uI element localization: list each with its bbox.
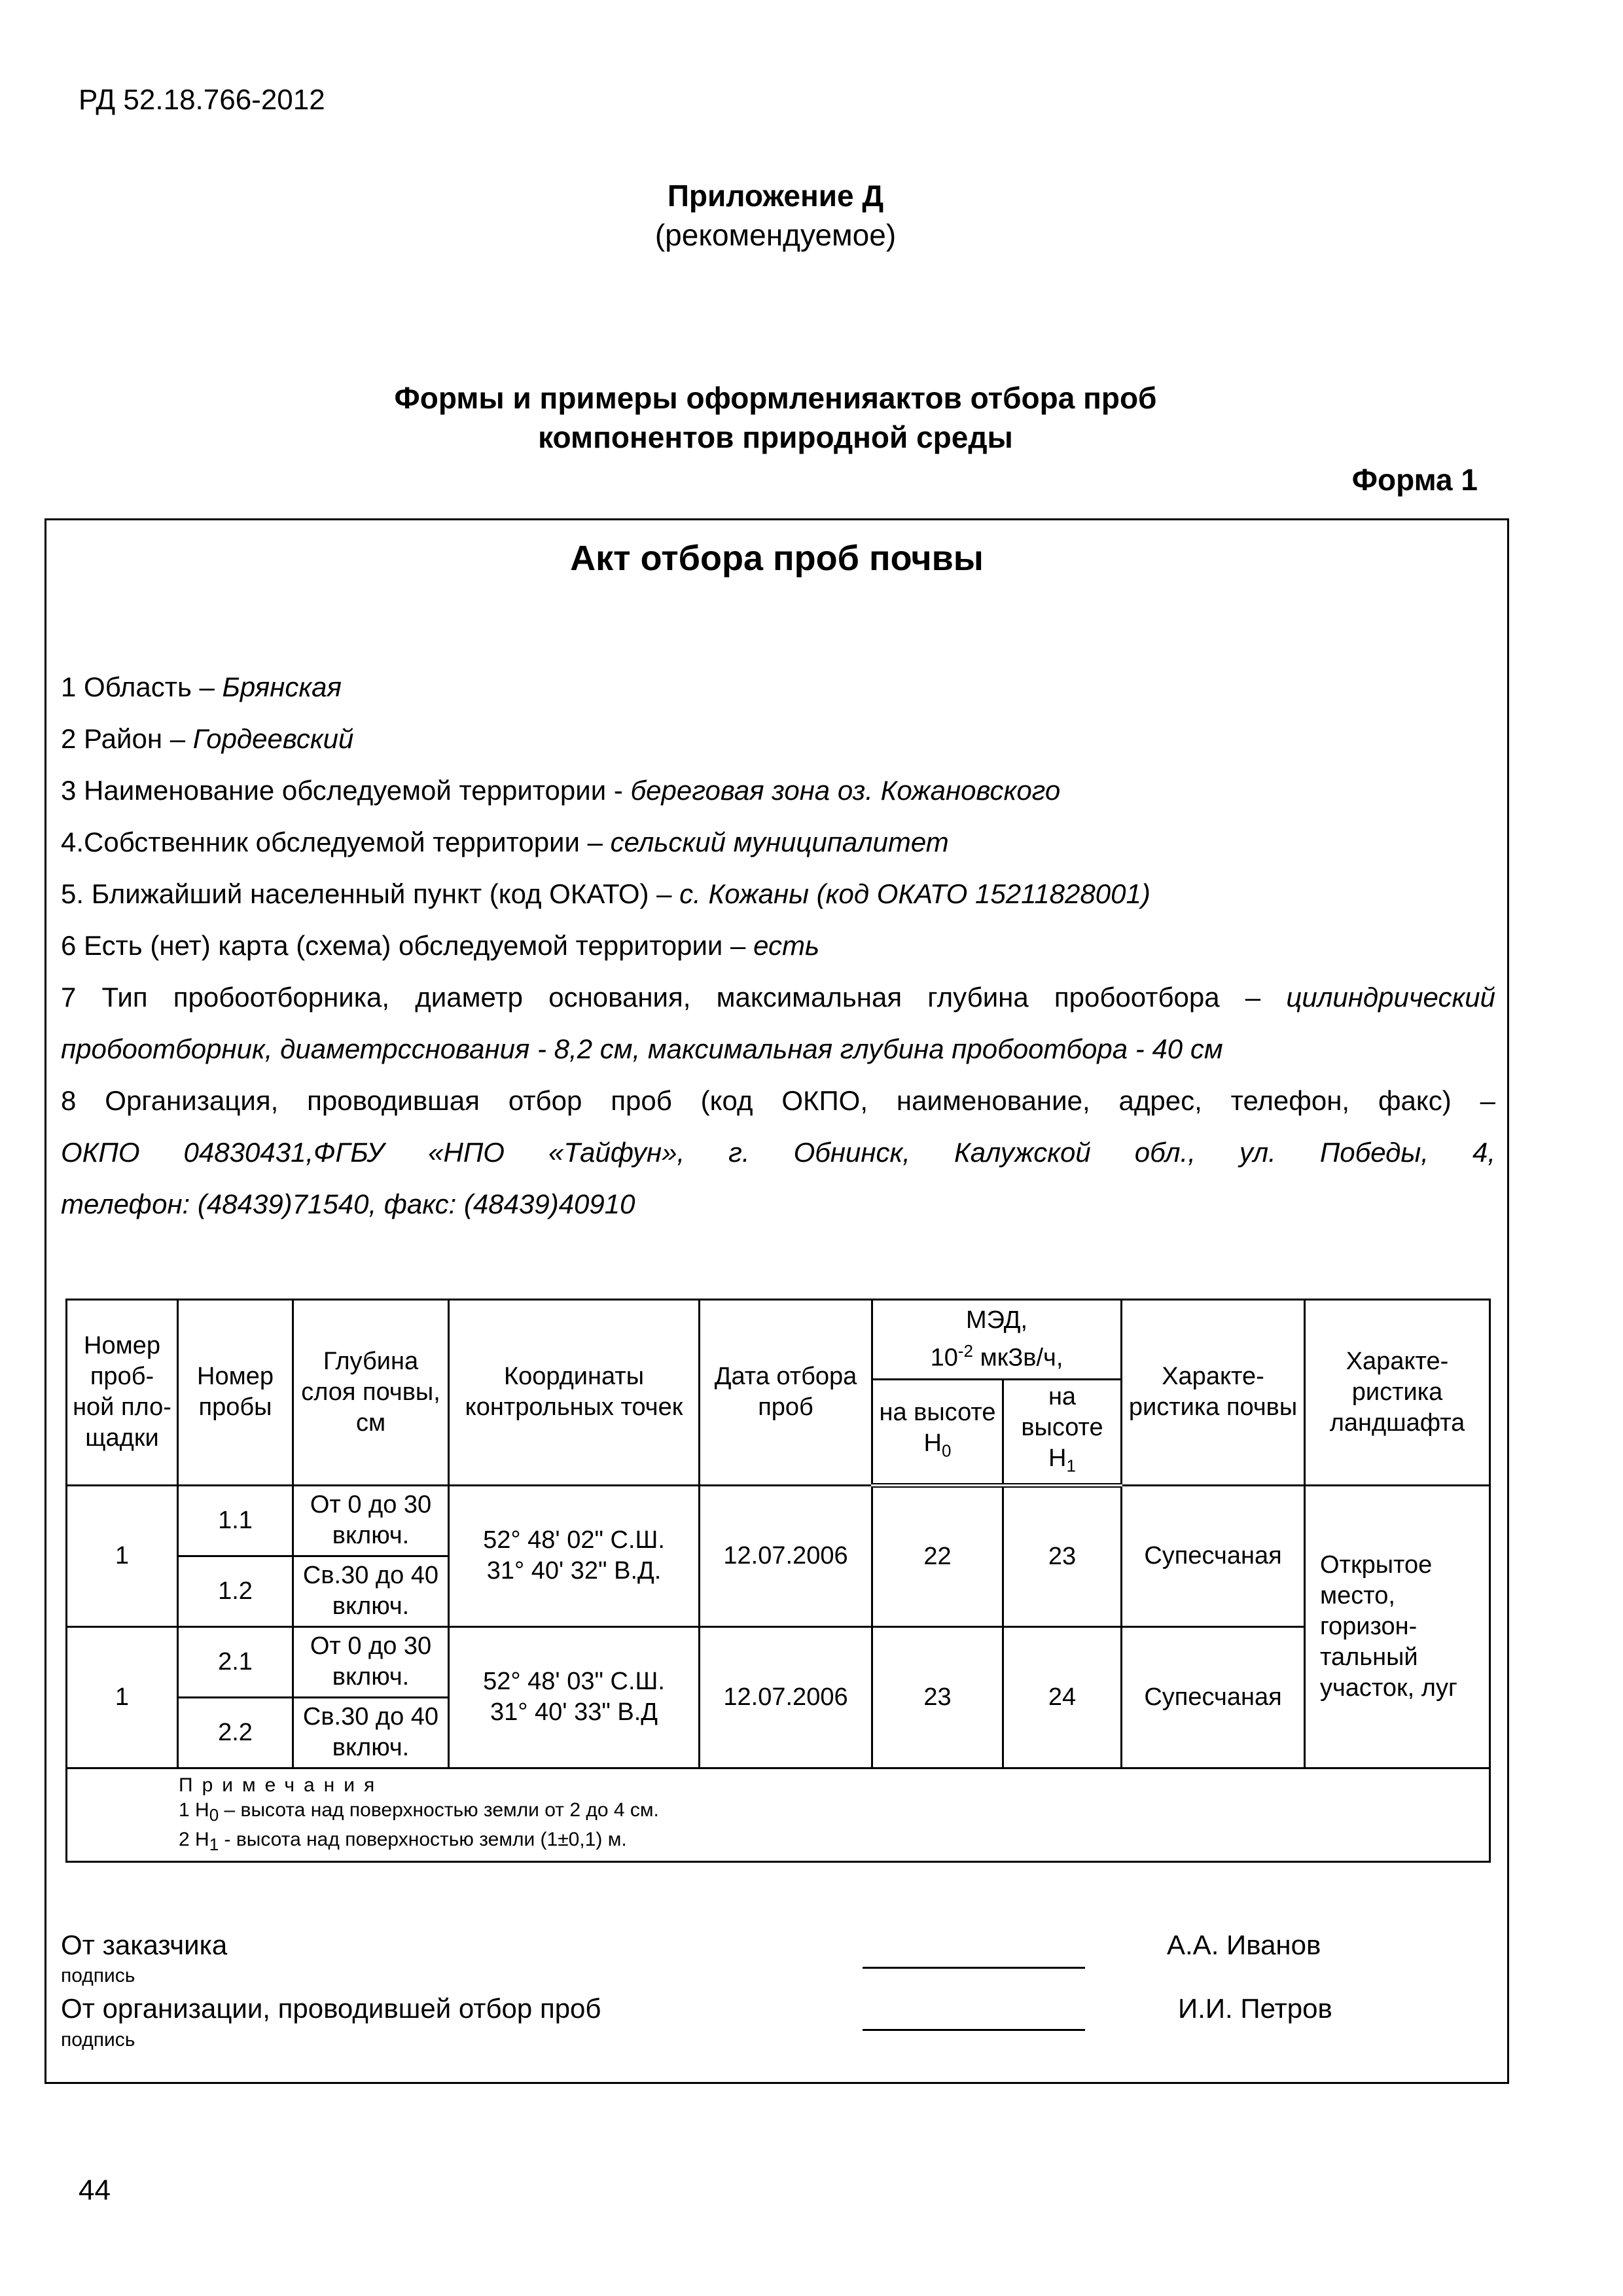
table-notes: [67, 1768, 1490, 1861]
forms-title-line2: компонентов природной среды: [538, 420, 1013, 454]
cell-depth: Св.30 до 40 включ.: [293, 1556, 449, 1626]
act-title: Акт отбора проб почвы: [570, 539, 984, 578]
field-value: Гордеевский: [192, 723, 354, 754]
notes-heading: Примечания: [179, 1774, 384, 1796]
field-label: 7 Тип пробоотборника, диаметр основания, максимальная глубина пробоотбора –: [61, 982, 1287, 1013]
h1-text: на высоте Н: [1021, 1383, 1103, 1472]
field-map: [61, 920, 1495, 971]
field-organization-cont2: [61, 1178, 1495, 1230]
field-label: 8 Организация, проводившая отбор проб (код ОКПО, наименование, адрес, телефон, факс) –: [61, 1085, 1495, 1116]
field-value: есть: [753, 930, 820, 961]
signature-customer-sub: подпись: [61, 1965, 135, 1986]
field-value: телефон: (48439)71540, факс: (48439)40910: [61, 1189, 635, 1219]
field-label: 4.Собственник обследуемой территории –: [61, 827, 611, 857]
signature-org-sub: подпись: [61, 2029, 135, 2051]
field-sampler: [61, 971, 1495, 1023]
cell-sample: 2.1: [178, 1626, 293, 1697]
cell-depth: От 0 до 30 включ.: [293, 1485, 449, 1556]
med-base: 10: [930, 1344, 958, 1372]
field-label: 1 Область –: [61, 672, 223, 702]
cell-sample: 1.1: [178, 1485, 293, 1556]
med-unit: мкЗв/ч,: [973, 1344, 1063, 1372]
cell-sample: 1.2: [178, 1556, 293, 1626]
field-owner: [61, 816, 1495, 868]
note-sub: 1: [209, 1834, 219, 1854]
header-soil: Характе-ристика почвы: [1122, 1300, 1305, 1486]
cell-site: 1: [67, 1485, 178, 1626]
note-text: - высота над поверхностью земли (1±0,1) м.: [219, 1828, 627, 1850]
header-site: Номер проб-ной пло-щадки: [67, 1300, 178, 1486]
field-value: Брянская: [222, 672, 342, 702]
table-row: [67, 1485, 1490, 1556]
h1-sub: 1: [1066, 1456, 1076, 1476]
signature-org-line: [863, 2029, 1085, 2031]
field-value: с. Кожаны (код ОКАТО 15211828001): [679, 878, 1150, 909]
header-depth: Глубина слоя почвы, см: [293, 1300, 449, 1486]
table-row: [67, 1626, 1490, 1697]
form-number: Форма 1: [1351, 463, 1478, 497]
field-value: сельский муниципалитет: [610, 827, 949, 857]
document-code: РД 52.18.766-2012: [79, 84, 325, 116]
signature-org-name: И.И. Петров: [1178, 1993, 1332, 2024]
note-1: [179, 1798, 1489, 1827]
field-label: 6 Есть (нет) карта (схема) обследуемой территории –: [61, 930, 754, 961]
cell-site: 1: [67, 1626, 178, 1768]
header-date: Дата отбора проб: [700, 1300, 872, 1486]
signature-customer-label: От заказчика: [61, 1929, 228, 1960]
header-med-unit: [876, 1336, 1118, 1374]
h0-text: на высоте Н: [879, 1398, 996, 1457]
field-value: пробоотборник, диаметрсснования - 8,2 см, максимальная глубина пробоотбора - 40 см: [61, 1033, 1223, 1064]
cell-coords: [449, 1485, 700, 1626]
note-prefix: 2 Н: [179, 1828, 209, 1850]
coords-lon: 31° 40' 33" В.Д: [490, 1698, 658, 1727]
signature-customer-line: [863, 1967, 1085, 1969]
header-h0: [872, 1380, 1003, 1486]
field-value: береговая зона оз. Кожановского: [630, 775, 1061, 806]
field-organization: [61, 1075, 1495, 1126]
header-med-label: МЭД,: [966, 1306, 1027, 1335]
forms-title: [0, 378, 1551, 457]
note-2: [179, 1827, 1489, 1857]
field-label: 3 Наименование обследуемой территории -: [61, 775, 631, 806]
header-med: [872, 1300, 1122, 1380]
note-sub: 0: [209, 1804, 219, 1825]
appendix-subtitle: (рекомендуемое): [654, 218, 897, 252]
cell-depth: Св.30 до 40 включ.: [293, 1697, 449, 1768]
coords-lat: 52° 48' 03" С.Ш.: [483, 1668, 665, 1696]
signature-customer-name: А.А. Иванов: [1167, 1929, 1321, 1960]
field-region: [61, 661, 1495, 713]
field-territory: [61, 764, 1495, 816]
cell-date: 12.07.2006: [700, 1626, 872, 1768]
field-value: цилиндрический: [1286, 982, 1495, 1013]
forms-title-line1: Формы и примеры оформленияактов отбора проб: [394, 381, 1157, 415]
header-h1: [1003, 1380, 1122, 1486]
coords-lon: 31° 40' 32" В.Д.: [486, 1557, 662, 1585]
signature-org-label: От организации, проводившей отбор проб: [61, 1993, 601, 2024]
h0-sub: 0: [941, 1441, 952, 1461]
cell-depth: От 0 до 30 включ.: [293, 1626, 449, 1697]
header-landscape: Характе-ристика ландшафта: [1305, 1300, 1490, 1486]
cell-soil: Супесчаная: [1122, 1626, 1305, 1768]
field-sampler-cont: [61, 1023, 1495, 1075]
cell-coords: [449, 1626, 700, 1768]
cell-h1: 24: [1003, 1626, 1122, 1768]
cell-landscape: Открытое место, горизон-тальный участок, луг: [1305, 1485, 1490, 1768]
header-coords: Координаты контрольных точек: [449, 1300, 700, 1486]
cell-h1: 23: [1003, 1485, 1122, 1626]
field-value: ОКПО 04830431,ФГБУ «НПО «Тайфун», г. Обнинск, Калужской обл., ул. Победы, 4,: [61, 1137, 1495, 1168]
page-number: 44: [79, 2174, 111, 2206]
cell-h0: 23: [872, 1626, 1003, 1768]
note-prefix: 1 Н: [179, 1799, 209, 1821]
field-district: [61, 713, 1495, 764]
note-text: – высота над поверхностью земли от 2 до 4 см.: [219, 1799, 659, 1821]
cell-h0: 22: [872, 1485, 1003, 1626]
appendix-title: Приложение Д: [667, 179, 884, 213]
cell-date: 12.07.2006: [700, 1485, 872, 1626]
header-sample: Номер пробы: [178, 1300, 293, 1486]
cell-soil: Супесчаная: [1122, 1485, 1305, 1626]
cell-sample: 2.2: [178, 1697, 293, 1768]
med-exponent: -2: [957, 1341, 974, 1361]
field-label: 5. Ближайший населенный пункт (код ОКАТО) –: [61, 878, 680, 909]
samples-table: [65, 1299, 1491, 1863]
field-settlement: [61, 868, 1495, 920]
coords-lat: 52° 48' 02" С.Ш.: [483, 1526, 665, 1554]
field-organization-cont1: [61, 1126, 1495, 1178]
field-label: 2 Район –: [61, 723, 193, 754]
act-fields: [61, 661, 1495, 1230]
